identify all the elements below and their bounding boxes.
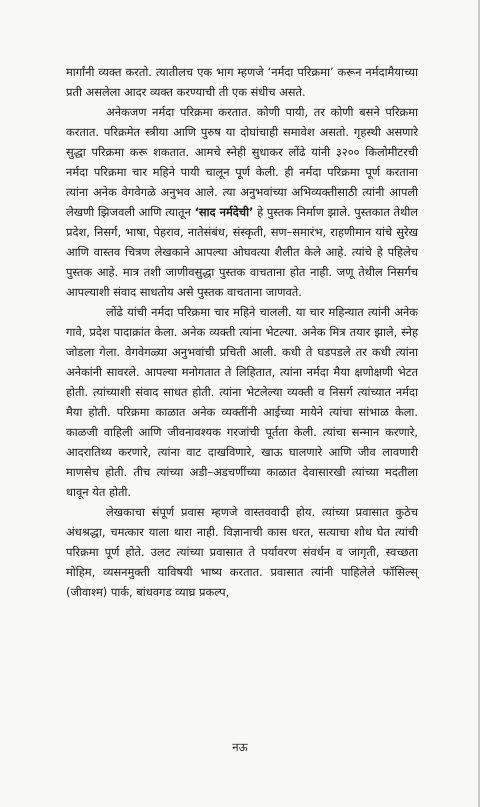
- page-number: नऊ: [232, 740, 248, 754]
- body-text: [66, 62, 418, 602]
- paragraph-text: मार्गांनी व्यक्त करतो. त्यातीलच एक भाग म्हणजे ‘नर्मदा परिक्रमा’ करून नर्मदामैयाच्या प्रती असलेला आदर व्यक्त करण्याची ती एक संधीच असते.: [66, 65, 418, 99]
- paragraph-3: [66, 302, 418, 502]
- paragraph-2: [66, 102, 418, 302]
- book-title-highlight: ‘साद नर्मदेची’: [194, 205, 254, 219]
- paragraph-text: लेखकाचा संपूर्ण प्रवास म्हणजे वास्तववादी होय. त्यांच्या प्रवासात कुठेच अंधश्रद्धा, चमत्कार याला थारा नाही. विज्ञानाची कास धरत, सत्याचा शोध घेत त्यांची परिक्रमा पूर्ण होते. उलट त्यांच्या प्रवासात ते पर्यावरण संवर्धन व जागृती, स्वच्छता मोहिम, व्यसनमुक्ती याविषयी भाष्य करतात. प्रवासात त्यांनी पाहिलेले फॉसिल्स् (जीवाश्म) पार्क, बांधवगड व्याघ्र प्रकल्प,: [66, 505, 418, 599]
- paragraph-text: अनेकजण नर्मदा परिक्रमा करतात. कोणी पायी, तर कोणी बसने परिक्रमा करतात. परिक्रमेत स्त्रीया आणि पुरुष या दोघांचाही समावेश असतो. गृहस्थी असणारे सुद्धा परिक्रमा करू शकतात. आमचे स्नेही सुधाकर लोंढे यांनी ३२०० किलोमीटरची नर्मदा परिक्रमा चार महिने पायी चालून पूर्ण केली. ही नर्मदा परिक्रमा पूर्ण करताना त्यांना अनेक वेगवेगळे अनुभव आले. त्या अनुभवांच्या अभिव्यक्तीसाठी त्यांनी आपली लेखणी झिजवली आणि त्यातून: [66, 105, 418, 219]
- paragraph-4: [66, 502, 418, 602]
- paragraph-text: लोंढे यांची नर्मदा परिक्रमा चार महिने चालली. या चार महिन्यात त्यांनी अनेक गावे, प्रदेश पादाक्रांत केला. अनेक व्यक्ती त्यांना भेटल्या. अनेक मित्र तयार झाले, स्नेह जोडला गेला. वेगवेगळ्या अनुभवांची प्रचिती आली. कधी ते घडपडले तर कधी त्यांना अनेकांनी सावरले. आपल्या मनोगतात ते लिहितात, त्यांना नर्मदा मैया क्षणोक्षणी भेटत होती. त्यांच्याशी संवाद साधत होती. त्यांना भेटलेल्या व्यक्ती व निसर्ग त्यांच्यात नर्मदा मैया होती. परिक्रमा काळात अनेक व्यक्तींनी आईच्या मायेने त्यांचा सांभाळ केला. काळजी वाहिली आणि जीवनावश्यक गरजांची पूर्तता केली. त्यांचा सन्मान करणारे, आदरातिथ्य करणारे, त्यांना वाट दाखविणारे, खाऊ घालणारे आणि जीव लावणारी माणसेच होती. तीच त्यांच्या अडी–अडचणींच्या काळात देवासारखी त्यांच्या मदतीला धावून येत होती.: [66, 305, 418, 499]
- paragraph-1: [66, 62, 418, 102]
- paragraph-text: हे पुस्तक निर्माण झाले. पुस्तकात तेथील प्रदेश, निसर्ग, भाषा, पेहराव, नातेसंबंध, संस्कृती, सण–समारंभ, राहणीमान यांचे सुरेख आणि वास्तव चित्रण लेखकाने आपल्या ओघवत्या शैलीत केले आहे. त्यांचे हे पहिलेच पुस्तक आहे. मात्र तशी जाणीवसुद्धा पुस्तक वाचताना होत नाही. जणू तेथील निसर्गच आपल्याशी संवाद साधतोय असे पुस्तक वाचताना जाणवते.: [66, 205, 418, 299]
